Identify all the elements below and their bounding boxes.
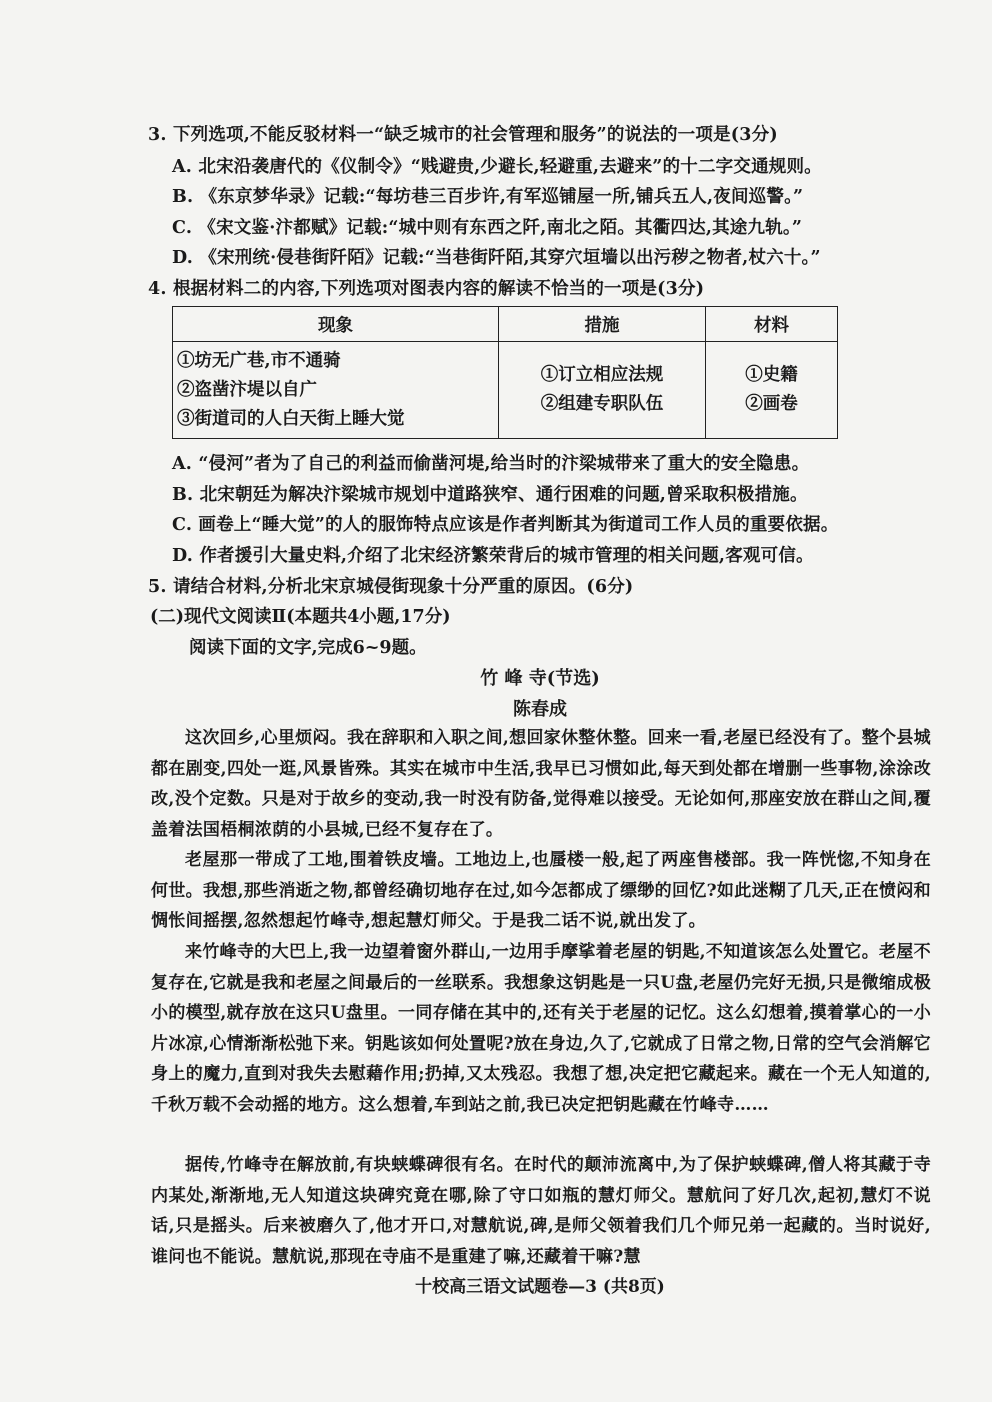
page-footer: 十校高三语文试题卷—3 (共8页): [415, 1277, 665, 1297]
question-5: 5. 请结合材料,分析北宋京城侵街现象十分严重的原因。(6分): [148, 577, 634, 597]
phenomenon-item: ③街道司的人白天街上睡大觉: [177, 408, 405, 429]
table-cell-materials: [706, 342, 838, 439]
section-heading: (二)现代文阅读Ⅱ(本题共4小题,17分): [150, 607, 451, 627]
question-3-option-a: A. 北宋沿袭唐代的《仪制令》“贱避贵,少避长,轻避重,去避来”的十二字交通规则。: [172, 157, 822, 177]
question-3-option-d: D. 《宋刑统·侵巷街阡陌》记载:“当巷街阡陌,其穿穴垣墙以出污秽之物者,杖六十。”: [172, 248, 821, 268]
question-4-option-d: D. 作者援引大量史料,介绍了北宋经济繁荣背后的城市管理的相关问题,客观可信。: [172, 546, 814, 566]
measure-item: ①订立相应法规: [540, 365, 664, 385]
table-cell-phenomena: [173, 342, 499, 439]
table-cell-measures: [499, 342, 706, 439]
question-4-option-a: A. “侵河”者为了自己的利益而偷凿河堤,给当时的汴梁城带来了重大的安全隐患。: [172, 454, 810, 474]
article-title: 竹 峰 寺(节选): [480, 668, 600, 689]
question-4-option-c: C. 画卷上“睡大觉”的人的服饰特点应该是作者判断其为街道司工作人员的重要依据。: [172, 515, 839, 535]
question-4-stem: 4. 根据材料二的内容,下列选项对图表内容的解读不恰当的一项是(3分): [148, 279, 705, 299]
question-3-option-c: C. 《宋文鉴·汴都赋》记载:“城中则有东西之阡,南北之陌。其衢四达,其途九轨。”: [172, 218, 803, 238]
phenomenon-item: ①坊无广巷,市不通骑: [177, 350, 341, 371]
table-header-materials: 材料: [706, 307, 838, 342]
table-header-phenomenon: 现象: [173, 307, 499, 342]
measure-item: ②组建专职队伍: [540, 394, 664, 414]
question-3-stem: 3. 下列选项,不能反驳材料一“缺乏城市的社会管理和服务”的说法的一项是(3分): [148, 125, 778, 145]
material-item: ②画卷: [745, 394, 798, 414]
material-item: ①史籍: [745, 365, 798, 385]
table-header-row: [173, 307, 838, 342]
article-author: 陈春成: [513, 699, 567, 720]
reading-instruction: 阅读下面的文字,完成6~9题。: [189, 638, 427, 658]
question-3-option-b: B. 《东京梦华录》记载:“每坊巷三百步许,有军巡铺屋一所,铺兵五人,夜间巡警。”: [172, 187, 804, 207]
question-4-option-b: B. 北宋朝廷为解决汴梁城市规划中道路狭窄、通行困难的问题,曾采取积极措施。: [172, 485, 808, 505]
question-4-table: [172, 306, 838, 439]
article-paragraph-2: 老屋那一带成了工地,围着铁皮墙。工地边上,也蜃楼一般,起了两座售楼部。我一阵恍惚,不知身在何世。我想,那些消逝之物,都曾经确切地存在过,如今怎都成了缥缈的回忆?如此迷糊了几天,正在愤闷和惆怅间摇摆,忽然想起竹峰寺,想起慧灯师父。于是我二话不说,就出发了。: [151, 850, 931, 931]
article-paragraph-3: 来竹峰寺的大巴上,我一边望着窗外群山,一边用手摩挲着老屋的钥匙,不知道该怎么处置它。老屋不复存在,它就是我和老屋之间最后的一丝联系。我想象这钥匙是一只U盘,老屋仍完好无损,只是微缩成极小的模型,就存放在这只U盘里。一同存储在其中的,还有关于老屋的记忆。这么幻想着,摸着掌心的一小片冰凉,心情渐渐松弛下来。钥匙该如何处置呢?放在身边,久了,它就成了日常之物,日常的空气会消解它身上的魔力,直到对我失去慰藉作用;扔掉,又太残忍。我想了想,决定把它藏起来。藏在一个无人知道的,千秋万载不会动摇的地方。这么想着,车到站之前,我已决定把钥匙藏在竹峰寺……: [151, 942, 931, 1115]
phenomenon-item: ②盗凿汴堤以自广: [177, 379, 317, 400]
article-paragraph-1: 这次回乡,心里烦闷。我在辞职和入职之间,想回家休整休整。回来一看,老屋已经没有了。整个县城都在剧变,四处一逛,风景皆殊。其实在城市中生活,我早已习惯如此,每天到处都在增删一些事物,涂涂改改,没个定数。只是对于故乡的变动,我一时没有防备,觉得难以接受。无论如何,那座安放在群山之间,覆盖着法国梧桐浓荫的小县城,已经不复存在了。: [151, 728, 931, 840]
table-header-measures: 措施: [499, 307, 706, 342]
article-paragraph-4: 据传,竹峰寺在解放前,有块蛱蝶碑很有名。在时代的颠沛流离中,为了保护蛱蝶碑,僧人将其藏于寺内某处,渐渐地,无人知道这块碑究竟在哪,除了守口如瓶的慧灯师父。慧航问了好几次,起初,慧灯不说话,只是摇头。后来被磨久了,他才开口,对慧航说,碑,是师父领着我们几个师兄弟一起藏的。当时说好,谁问也不能说。慧航说,那现在寺庙不是重建了嘛,还藏着干嘛?慧: [151, 1155, 931, 1267]
table-body-row: [173, 342, 838, 439]
